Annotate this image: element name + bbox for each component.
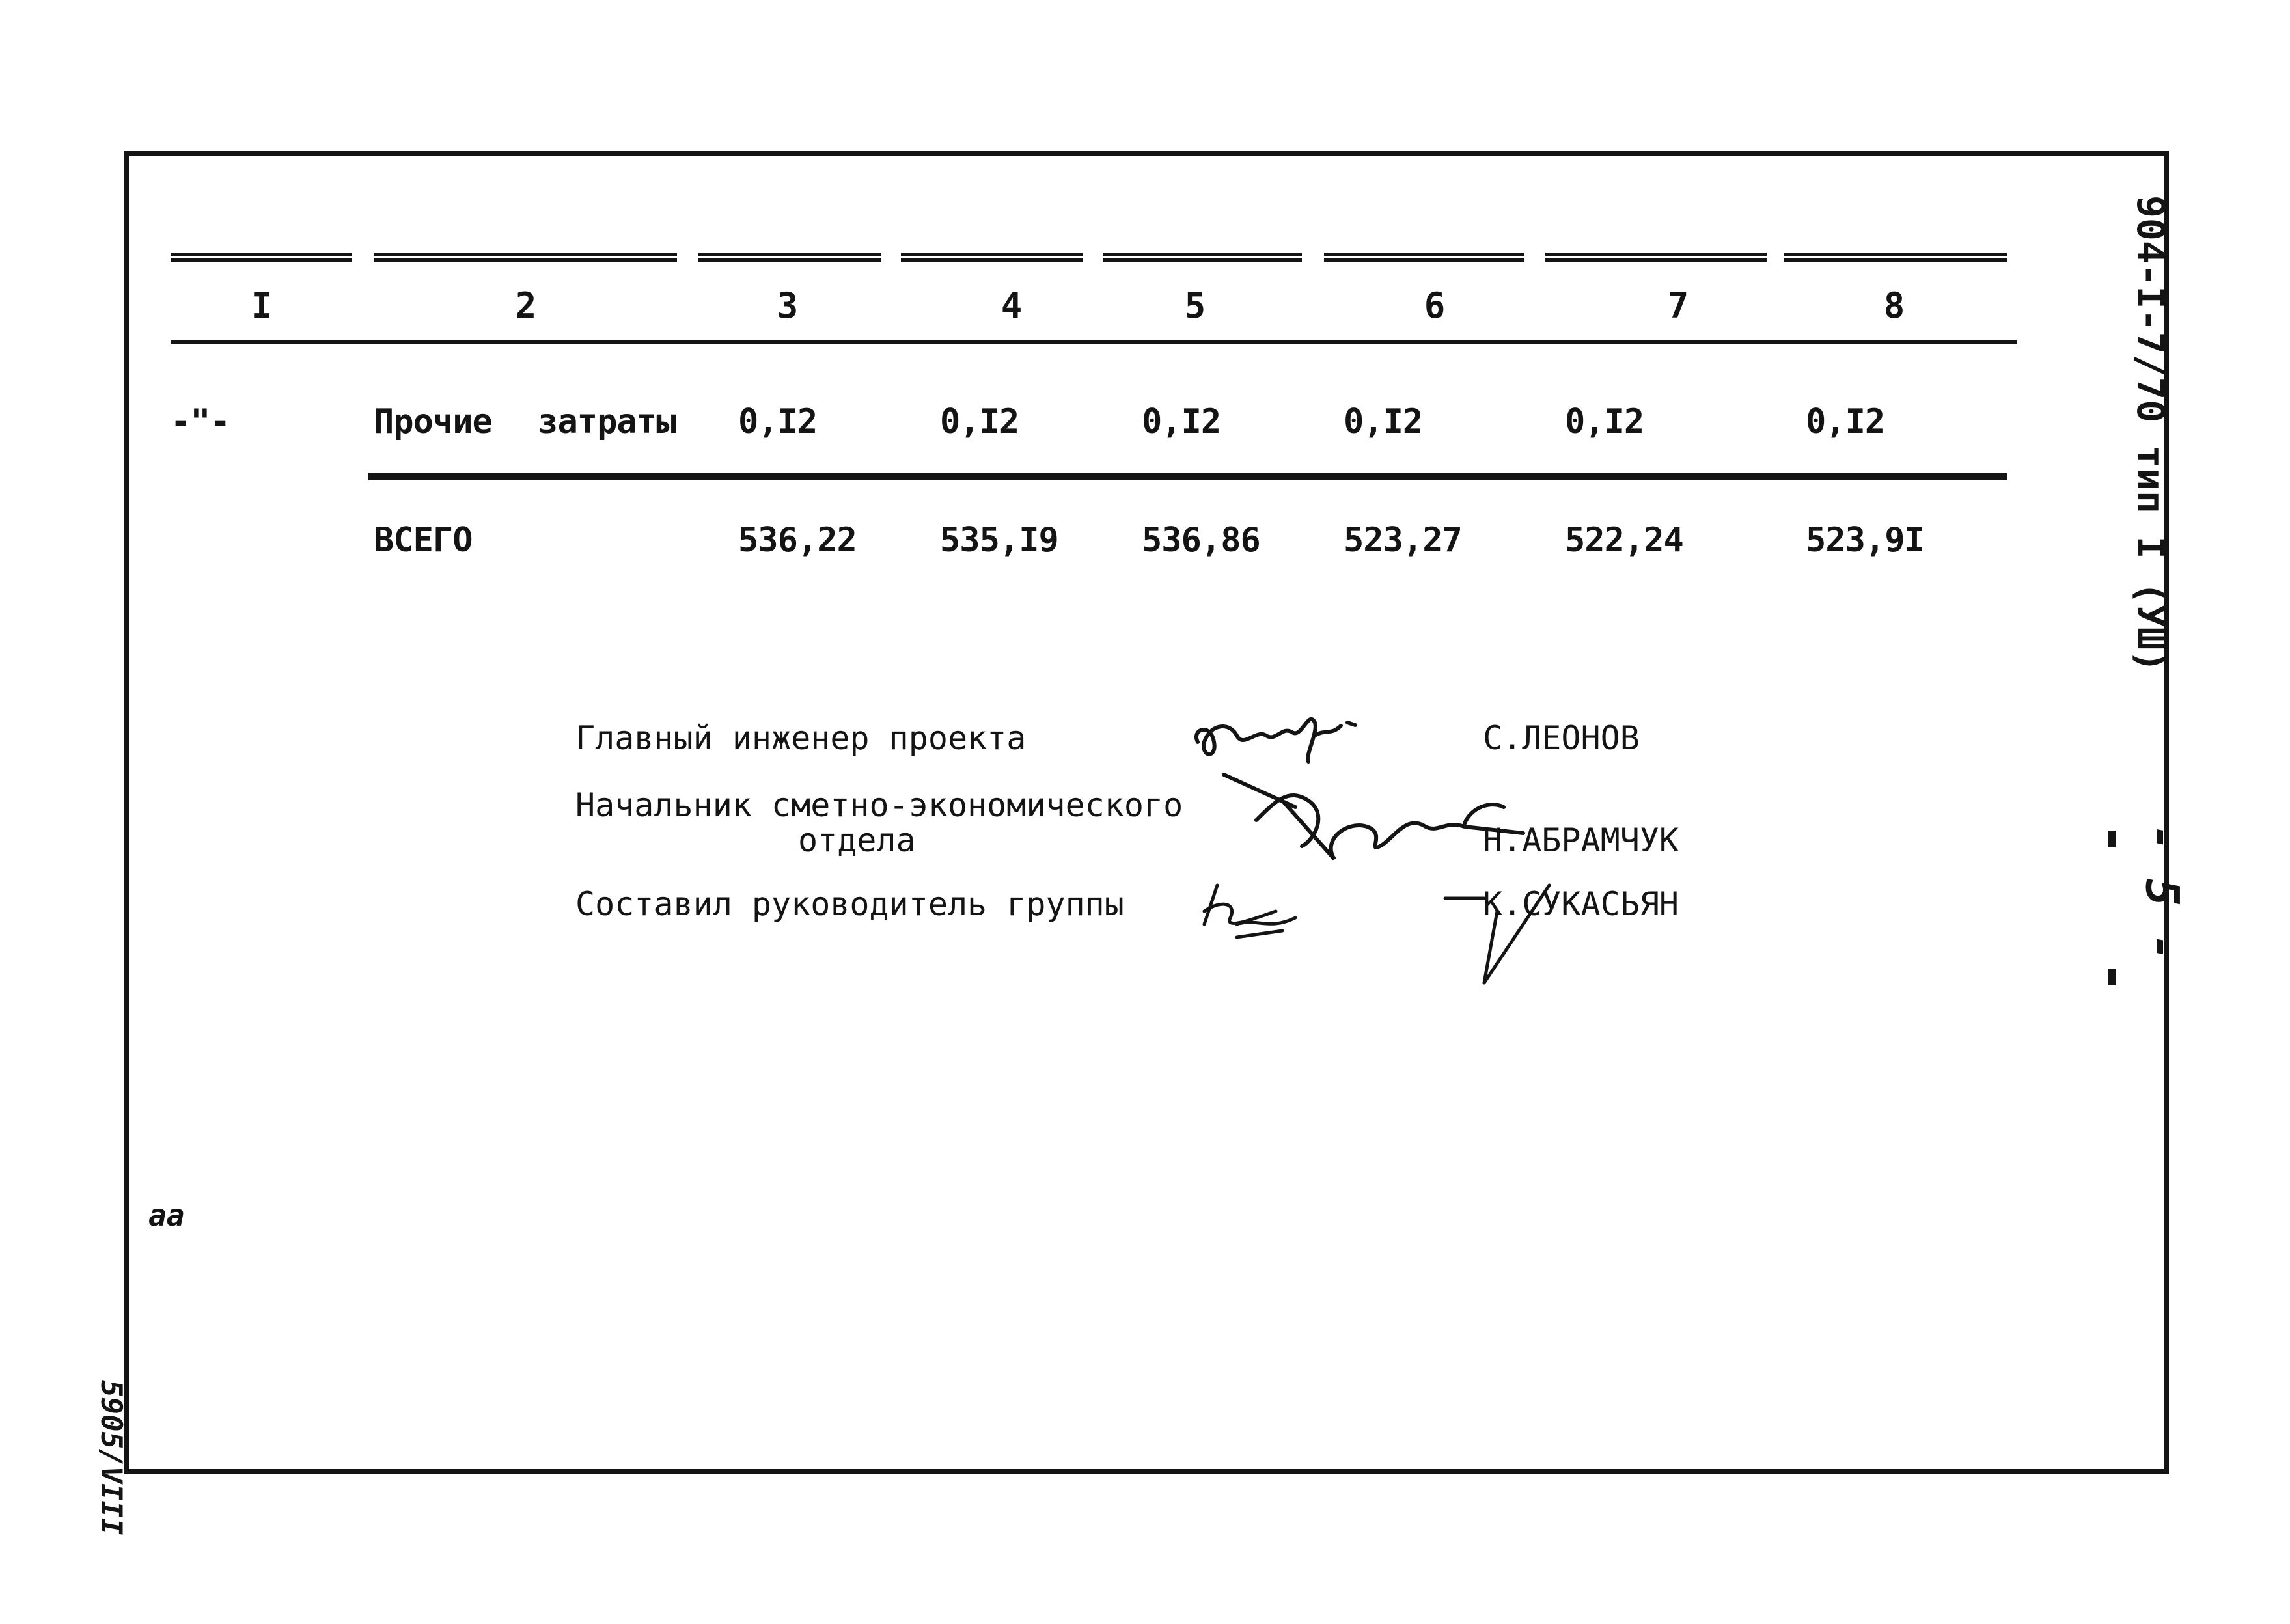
- subtotal-rule: [368, 473, 2007, 480]
- table-cell: 0,I2: [940, 402, 1019, 441]
- table-cell: 0,I2: [1344, 402, 1423, 441]
- row-label: ВСЕГО: [374, 521, 473, 560]
- table-cell: 536,22: [738, 521, 857, 560]
- table-cell: 535,I9: [940, 521, 1058, 560]
- table-cell: 523,9I: [1806, 521, 1924, 560]
- archive-number: 5905/VIII: [94, 1380, 128, 1535]
- table-cell: 522,24: [1565, 521, 1683, 560]
- signatory-name: К.СУКАСЬЯН: [1483, 885, 1679, 923]
- signatory-name: Н.АБРАМЧУК: [1483, 821, 1679, 859]
- table-cell: 536,86: [1142, 521, 1260, 560]
- signatory-title-line2: отдела: [798, 821, 916, 859]
- document-code: 904-I-7/70 тип I (УШ): [2129, 195, 2173, 673]
- column-header: 6: [1424, 285, 1446, 326]
- signatory-title: Начальник сметно-экономического: [575, 786, 1183, 824]
- signatory-title: Составил руководитель группы: [575, 885, 1124, 923]
- column-header: 8: [1883, 285, 1905, 326]
- ditto-mark: -"-: [171, 402, 230, 441]
- table-cell: 0,I2: [1142, 402, 1221, 441]
- table-cell: 0,I2: [738, 402, 818, 441]
- signature-sukasyan: [1198, 872, 1536, 989]
- column-header: 7: [1667, 285, 1689, 326]
- signatory-title: Главный инженер проекта: [575, 719, 1027, 757]
- row-label: Прочие затраты: [374, 402, 676, 441]
- margin-note: аа: [148, 1198, 185, 1233]
- column-header: 2: [515, 285, 537, 326]
- column-header: 3: [777, 285, 799, 326]
- table-cell: 523,27: [1344, 521, 1462, 560]
- page-number-value: - 5 -: [2135, 823, 2189, 961]
- table-cell: 0,I2: [1806, 402, 1885, 441]
- column-header: 4: [1000, 285, 1023, 326]
- table-cell: 0,I2: [1565, 402, 1644, 441]
- signatory-name: С.ЛЕОНОВ: [1483, 719, 1640, 757]
- column-header: I: [251, 285, 273, 326]
- header-bottom-rule: [171, 340, 2017, 344]
- column-header: 5: [1184, 285, 1206, 326]
